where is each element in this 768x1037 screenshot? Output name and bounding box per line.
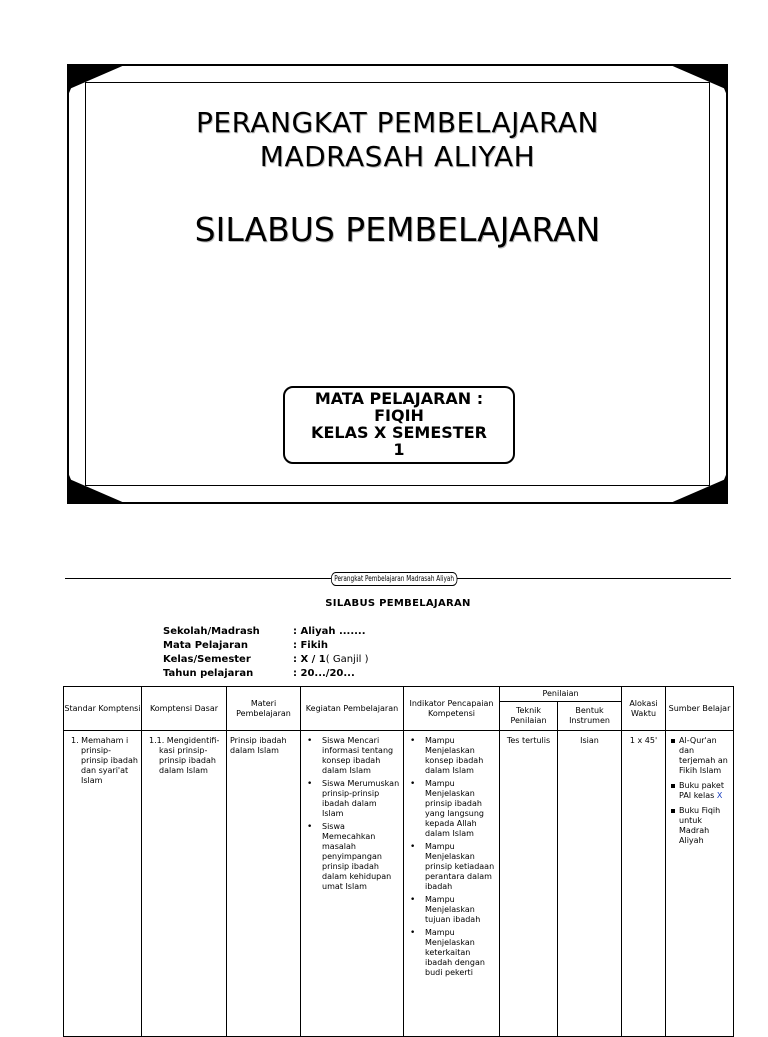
cell-kompetensi	[142, 731, 227, 1037]
subject-line3: KELAS X SEMESTER	[311, 423, 487, 442]
header-kompetensi: Komptensi Dasar	[142, 687, 227, 731]
list-item: • Mampu Menjelaskan konsep ibadah dalam Islam	[407, 736, 496, 776]
kegiatan-list	[304, 736, 400, 892]
corner-ornament	[714, 64, 728, 98]
cell-standar	[64, 731, 142, 1037]
sumber-text: Al-Qur'an dan terjemah an Fikih Islam	[679, 736, 728, 775]
corner-ornament	[714, 470, 728, 504]
subject-line1: MATA PELAJARAN :	[314, 389, 484, 408]
header-sumber: Sumber Belajar	[666, 687, 734, 731]
info-label: Tahun pelajaran	[163, 668, 254, 679]
info-row-sekolah	[163, 625, 368, 639]
info-value: : Aliyah .......	[293, 626, 366, 637]
info-row-kelas	[163, 653, 368, 667]
header-kegiatan: Kegiatan Pembelajaran	[301, 687, 404, 731]
table-row	[64, 731, 734, 1037]
cell-sumber	[666, 731, 734, 1037]
info-label: Sekolah/Madrash	[163, 626, 260, 637]
list-item: • Siswa Mencari informasi tentang konsep ibadah dalam Islam	[304, 736, 400, 776]
corner-ornament	[67, 64, 81, 98]
list-item: • Siswa Memecahkan masalah penyimpangan prinsip ibadah dalam kehidupan umat Islam	[304, 822, 400, 892]
cover-title	[69, 106, 726, 174]
sumber-accent: X	[716, 791, 723, 800]
list-item	[669, 781, 730, 801]
standar-text: 1. Memaham i prinsip-prinsip ibadah dan syari'at Islam	[71, 736, 138, 785]
subject-line4: 1	[393, 440, 405, 459]
sumber-text: Buku paket PAI kelas	[679, 781, 724, 800]
cell-materi	[227, 731, 301, 1037]
list-item: • Siswa Merumuskan prinsip-prinsip ibadah dalam Islam	[304, 779, 400, 819]
sumber-text: Buku Fiqih untuk Madrah Aliyah	[679, 806, 721, 845]
info-block	[163, 625, 368, 681]
list-item: • Mampu Menjelaskan prinsip ibadah yang langsung kepada Allah dalam Islam	[407, 779, 496, 839]
list-item	[669, 806, 730, 846]
cover-title-line2: MADRASAH ALIYAH	[259, 140, 536, 173]
header-teknik: Teknik Penilaian	[500, 702, 558, 731]
header-indikator: Indikator Pencapaian Kompetensi	[404, 687, 500, 731]
subject-box	[283, 386, 515, 464]
info-value: : X / 1	[293, 654, 326, 665]
cell-indikator	[404, 731, 500, 1037]
cell-kegiatan	[301, 731, 404, 1037]
indikator-list	[407, 736, 496, 978]
cell-alokasi	[622, 731, 666, 1037]
cell-teknik	[500, 731, 558, 1037]
header-materi: Materi Pembelajaran	[227, 687, 301, 731]
header-tag: Perangkat Pembelajaran Madrasah Aliyah	[331, 572, 457, 586]
header-standar: Standar Komptensi	[64, 687, 142, 731]
info-label: Kelas/Semester	[163, 654, 251, 665]
info-row-mapel	[163, 639, 368, 653]
list-item: • Mampu Menjelaskan tujuan ibadah	[407, 895, 496, 925]
kompetensi-text: 1.1. Mengidentifi-kasi prinsip-prinsip ibadah dalam Islam	[149, 736, 220, 775]
info-label: Mata Pelajaran	[163, 640, 248, 651]
info-value: : 20.../20...	[293, 668, 355, 679]
cover-frame	[67, 64, 728, 504]
list-item	[669, 736, 730, 776]
info-value-extra: ( Ganjil )	[325, 654, 369, 665]
info-value: : Fikih	[293, 640, 328, 651]
syllabus-table	[63, 686, 734, 1037]
teknik-text: Tes tertulis	[506, 736, 551, 745]
header-alokasi: Alokasi Waktu	[622, 687, 666, 731]
list-item: • Mampu Menjelaskan prinsip ketiadaan perantara dalam ibadah	[407, 842, 496, 892]
corner-ornament	[67, 470, 81, 504]
cover-title-line1: PERANGKAT PEMBELAJARAN	[196, 106, 599, 139]
syllabus-title: SILABUS PEMBELAJARAN	[325, 598, 471, 609]
cover-subtitle: SILABUS PEMBELAJARAN	[194, 210, 601, 249]
sumber-list	[669, 736, 730, 846]
list-item: • Mampu Menjelaskan keterkaitan ibadah dengan budi pekerti	[407, 928, 496, 978]
header-bentuk: Bentuk Instrumen	[558, 702, 622, 731]
materi-text: Prinsip ibadah dalam Islam	[230, 736, 287, 755]
subject-line2: FIQIH	[374, 406, 424, 425]
cell-bentuk	[558, 731, 622, 1037]
bentuk-text: Isian	[580, 736, 599, 745]
table-header-row	[64, 687, 734, 702]
header-penilaian: Penilaian	[500, 687, 622, 702]
alokasi-text: 1 x 45'	[629, 736, 658, 745]
info-row-tahun	[163, 667, 368, 681]
